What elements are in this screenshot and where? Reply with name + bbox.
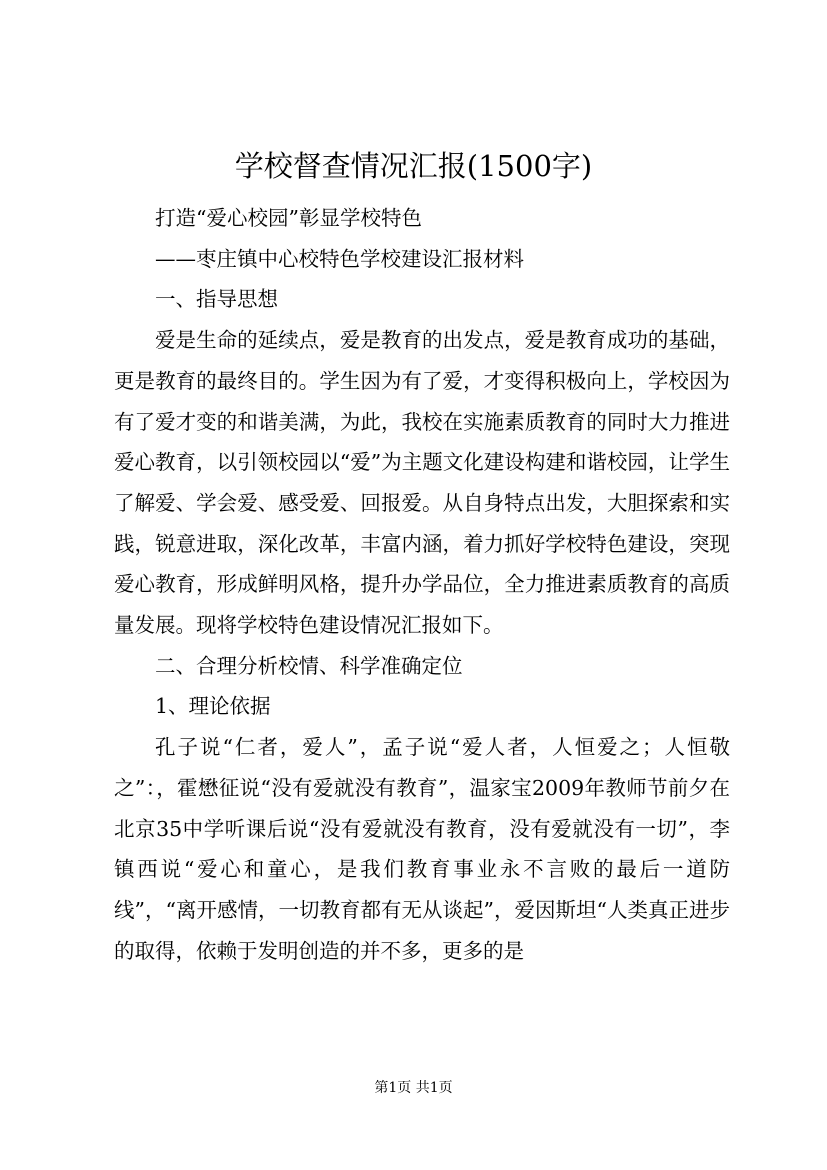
section-heading-analysis: 二、合理分析校情、科学准确定位: [155, 653, 463, 678]
subsection-heading-theory: 1、理论依据: [155, 694, 271, 719]
section-heading-guiding-ideology: 一、指导思想: [155, 287, 278, 312]
body-paragraph: 爱是生命的延续点，爱是教育的出发点，爱是教育成功的基础，更是教育的最终目的。学生因为有了爱，才变得积极向上，学校因为有了爱才变的和谐美满，为此，我校在实施素质教育的同时大力推进爱心教育，以引领校园以“爱”为主题文化建设构建和谐校园，让学生了解爱、学会爱、感受爱、回报爱。从自身特点出发，大胆探索和实践，锐意进取，深化改革，丰富内涵，着力抓好学校特色建设，突现爱心教育，形成鲜明风格，提升办学品位，全力推进素质教育的高质量发展。现将学校特色建设情况汇报如下。: [114, 328, 730, 638]
document-body: [114, 198, 730, 971]
subtitle-paragraph: 打造“爱心校园”彰显学校特色: [155, 206, 422, 230]
page-footer: 第1页 共1页: [374, 1080, 453, 1096]
document-title: 学校督查情况汇报(1500字): [234, 149, 593, 183]
subtitle-source-paragraph: ——枣庄镇中心校特色学校建设汇报材料: [155, 246, 524, 271]
body-paragraph: 孔子说“仁者，爱人”，孟子说“爱人者，人恒爱之；人恒敬之”：，霍懋征说“没有爱就没有教育”，温家宝2009年教师节前夕在北京35中学听课后说“没有爱就没有教育，没有爱就没有一切”，李镇西说“爱心和童心，是我们教育事业永不言败的最后一道防线”，“离开感情，一切教育都有无从谈起”，爱因斯坦“人类真正进步的取得，依赖于发明创造的并不多，更多的是: [114, 735, 730, 963]
